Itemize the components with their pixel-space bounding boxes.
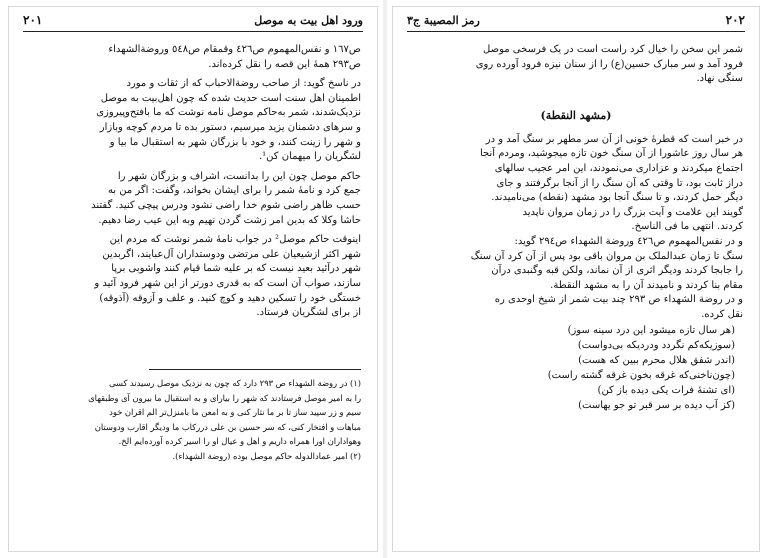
text-line: دیگر حمل کردند، و تا سنگ آنجا بود مشهد (نقطه) می‌نامیدند. [491, 192, 743, 204]
text-line: و شهر را زینت کنند، و خود با بزرگان شهر به استقبال ما بیا و [109, 136, 361, 148]
text-line: خستگی خود را تسکین دهید و کوچ کنید. و علف و آزوقه (آذوقه) [99, 292, 361, 304]
text-line: سنگ تا زمان عبدالملک بن مروان باقی بود پس از آن کرد آن سنگ [470, 250, 743, 262]
right-running-head: رمز المصيبة ج٣ [407, 14, 480, 27]
text-line: اطمینان اهل سنت است حدیث شده که چون اهل‌بیت به موصل [100, 92, 361, 104]
text-line: نقل کرده. [701, 308, 743, 320]
text-line: ص٢٩٣ همهٔ این قصه را نقل کرده‌اند. [208, 58, 361, 70]
footnote-divider [149, 369, 361, 370]
text-line: حاکم موصل چون این را بدانست، اشراف و بزرگان شهر را [117, 170, 361, 182]
text-line: جمع کرد و نامهٔ شمر را برای ایشان بخواند، وگفت: اگر من به [107, 185, 361, 197]
text-line: لشگریان را میهمان کن¹. [258, 151, 361, 163]
right-page-header [407, 13, 745, 32]
footnote-line: (۲) امیر عمادالدوله حاکم موصل بوده (روضة الشهداء). [172, 450, 361, 461]
text-line: سازند، صواب آن است که به قدری دورتر از این شهر فرود آئید و [94, 277, 361, 289]
text-line: فرود آمد و سر مبارک حسین(ع) را از سنان نیزه فرود آورده روی [475, 58, 743, 70]
poem-verse: (چون‌ناخنی‌که ‌غرقه‌ بخون ‌غرقه‌ گشته‌ راست) [547, 369, 735, 381]
text-line: نزدیک‌شدند، شمر به‌حاکم موصل نامه نوشت که ما بافتح‌وپیروزی [96, 107, 361, 119]
right-page-number: ٢٠٢ [725, 13, 745, 27]
text-line: و در نفس‌المهموم ص٤٢٦ وروضة الشهداء ص٢٩٤ گوید: [514, 235, 743, 247]
text-line: دراز ثابت بود، تا وقتی که آن سنگ را از آنجا برگرفتند و جای [496, 177, 743, 189]
section-heading: (مشهد النقطة) [540, 108, 612, 122]
footnote-line: (۱) در روضة الشهداء ص ٢٩٣ دارد که چون به نزدیک موصل رسیدند کسی [109, 378, 361, 388]
text-line: ص١٦٧ و نفس‌المهموم ص٤٢٦ وقمقام ص٥٤٨ وروضة‌الشهداء [108, 44, 361, 55]
footnote-line: سیم و زر سپید ساز تا بر ما نثار کنی و به امعن ما بامنزل‌تر الم اقران خود [109, 407, 361, 418]
text-line: در خبر است که قطرهٔ خونی از آن سر مطهر بر سنگ آمد و در [485, 133, 743, 145]
left-page-header [23, 13, 363, 32]
footnote-line: مباهات و افتخار کنی، که سر حسین بن علی دررکاب ما ودیگر اقارب ودوستان [94, 421, 361, 432]
poem-verse: (کز آب دیده بر سر قبر تو جو یهاست) [578, 399, 735, 411]
poem-verse: (هر سال تازه میشود این درد سینه سوز) [567, 324, 735, 336]
right-page-body [409, 43, 743, 413]
text-line: از برای لشگریان فرستاد. [256, 307, 361, 319]
text-line: و در روضة الشهداء ص ٢٩٣ چند بیت شمر از شیخ اوحدی ره [494, 294, 743, 306]
text-line: سنگی نهاد. [696, 73, 743, 85]
footnote-line: وهواداران اورا همراه داریم و اهل و عیال او را اسیر کرده آورده‌ایم الخ. [118, 436, 361, 447]
text-line: اجتماع میکردند و عزاداری می‌نمودند، این امر عجیب سالهای [494, 162, 743, 174]
text-line: شمر این سخن را خیال کرد راست است در یک فرسخی موصل [483, 44, 743, 55]
left-page-number: ٢٠١ [23, 13, 43, 27]
left-page [8, 6, 378, 552]
text-line: حسب ظاهر راضی شوم خدا راضی نشود ودرس پیچی کنید. گفتند [91, 199, 361, 211]
poem-verse: (اندر شفق هلال محرم ببین که هست) [578, 354, 735, 366]
text-line: مقام بنا کردند و نامیدند آن را به مشهد النقطة. [550, 279, 743, 291]
text-line: شهر اکثر ازشیعیان علی مرتضی ودوستداران آل‌عبایند، اگربدین [102, 248, 361, 260]
poem-verse: (ای تشنهٔ فرات یکی دیده باز کن) [597, 384, 735, 396]
text-line: را جابجا کردند ودیگر اثری از آن نماند، ولکن قبه وگنبدی درآن [491, 265, 743, 277]
text-line: و سرهای دشمنان یزید میرسیم، دستور بده تا مردم کوچه وبازار [99, 121, 361, 133]
poem-block [409, 323, 743, 413]
left-running-head: ورود اهل بيت به موصل [254, 14, 363, 27]
text-line: در ناسخ گوید: از صاحب روضة‌الاحباب که از ثقات و مورد [126, 78, 361, 90]
poem-verse: (سوزیکه‌کم نگردد ودردیکه بی‌دواست) [577, 339, 735, 351]
text-line: گویند این علامت و آیت بزرگ را در زمان مروان ناپدید [522, 206, 743, 218]
left-page-body [25, 43, 361, 321]
text-line: کردند. انتهی ما فی الناسخ. [631, 221, 743, 233]
text-line: اینوقت حاکم موصل² در جواب نامهٔ شمر نوشت که مردم این [109, 234, 361, 246]
footnote-line: را به امیر موصل فرستادند که شهر را بیارای و به استقبال ما بیرون آی وطبقهای [88, 392, 361, 403]
text-line: شهر درآئید بعید نیست که بر علیه شما قیام کنند واشوبی برپا [111, 263, 361, 275]
footnotes [25, 377, 361, 465]
book-gutter [383, 0, 387, 558]
text-line: هر سال روز عاشورا از آن سنگ خون تازه میجوشید، ومردم آنجا [479, 148, 743, 160]
text-line: حاشا وکلا که بدین امر زشت گردن نهیم وبه این عیب رضا دهیم. [98, 214, 361, 226]
right-page [392, 6, 760, 552]
